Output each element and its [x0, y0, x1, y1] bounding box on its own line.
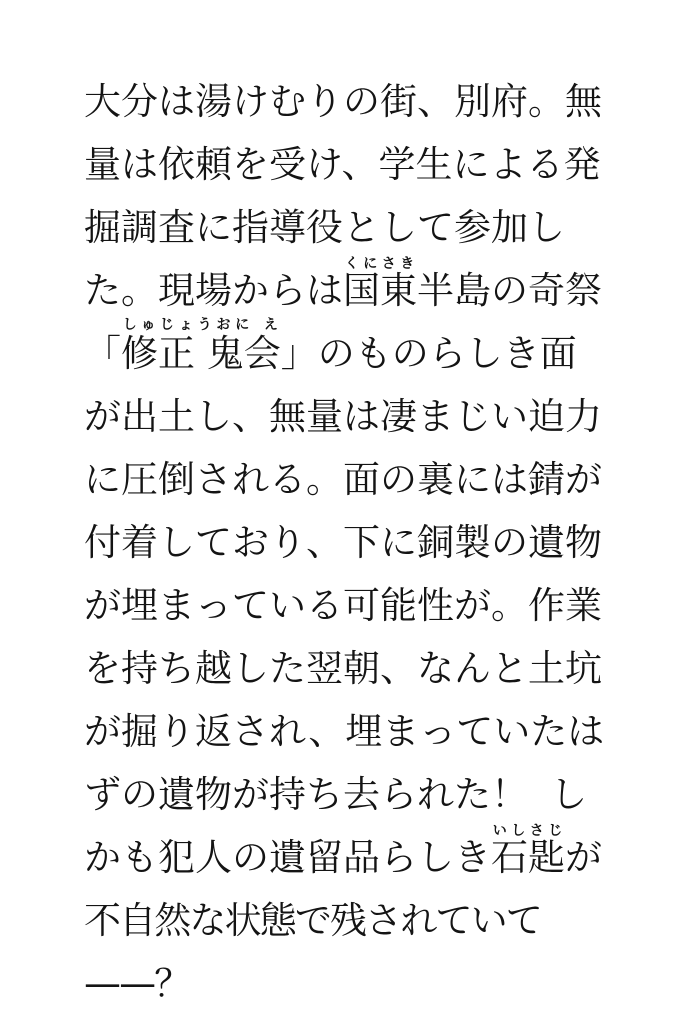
- text-segment-5: が不自然な状態で残されていて——？: [84, 836, 601, 1005]
- text-segment-1: 大分は湯けむりの街、別府。無量は依頼を受け、学生による発掘調査に指導役として参加した。現場からは: [84, 80, 602, 312]
- ruby-text-ishisaji: いしさじ: [491, 823, 565, 839]
- ruby-base-shu: 修: [121, 332, 158, 375]
- ruby-kunisaki: [343, 256, 417, 312]
- text-segment-2: 半島の奇祭「: [84, 269, 602, 375]
- synopsis-paragraph: [84, 70, 610, 1015]
- ruby-base-kunisaki: 国東: [343, 269, 417, 312]
- text-segment-3: 」のものらしき面が出土し、無量は凄まじい迫力に圧倒される。面の裏には錆が付着しており、下に銅製の遺物が埋まっている可能性が。作業を持ち越した翌朝、なんと土坑が掘り返され、埋まっていたはずの遺物が持ち去られた！: [84, 332, 605, 816]
- text-segment-4: しかも犯人の遺留品らしき: [84, 773, 588, 879]
- ruby-base-ishisaji: 石匙: [491, 836, 565, 879]
- ruby-text-shu: しゅ: [121, 317, 158, 333]
- ruby-joonie: [158, 317, 281, 375]
- ruby-shu: [121, 317, 158, 375]
- ruby-ishisaji: [491, 823, 565, 879]
- ruby-text-joonie: じょうおに え: [158, 317, 281, 333]
- ruby-base-joonie: 正 鬼会: [158, 332, 281, 375]
- ruby-text-kunisaki: くにさき: [343, 256, 417, 272]
